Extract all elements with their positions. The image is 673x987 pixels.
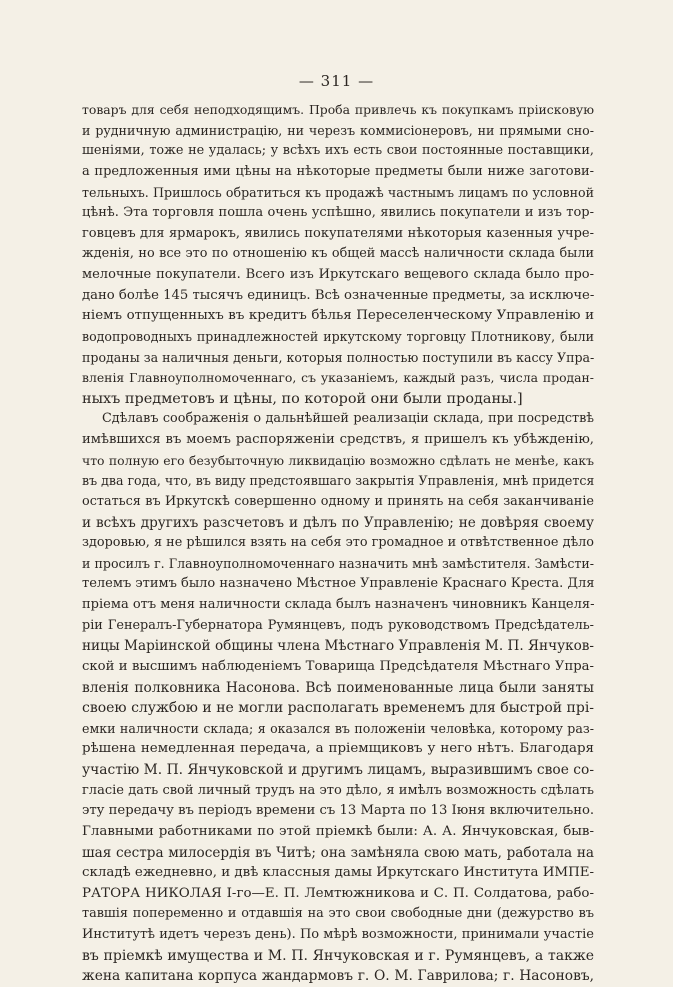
text-line: прiема отъ меня наличности склада былъ назначенъ чиновникъ Канцеля- [82,597,594,612]
text-line: мелочные покупатели. Всего изъ Иркутскаго вещевого склада было про- [82,267,594,282]
text-line: водопроводныхъ принадлежностей иркутскому торговцу Плотникову, были [82,328,594,344]
text-line: гласiе дать свой личный трудъ на это дѣло, я имѣлъ возможность сдѣлать [82,782,594,798]
text-line: дано болѣе 145 тысячъ единицъ. Всѣ означенные предметы, за исключе- [82,287,594,303]
text-line: участiю М. П. Янчуковской и другимъ лицамъ, выразившимъ свое со- [82,762,594,778]
text-line: шенiями, тоже не удалась; у всѣхъ ихъ есть свои постоянные поставщики, [82,143,594,159]
text-line: ской и высшимъ наблюденiемъ Товарища Предсѣдателя Мѣстнаго Упра- [82,658,594,674]
text-line: Сдѣлавъ соображенiя о дальнѣйшей реализацiи склада, при посредствѣ [102,411,594,427]
text-line: Главными работниками по этой прiемкѣ были: А. А. Янчуковская, быв- [82,823,594,839]
text-line: въ прiемкѣ имущества и М. П. Янчуковская и г. Румянцевъ, а также [82,947,594,964]
text-line: и просилъ г. Главноуполномоченнаго назначить мнѣ замѣстителя. Замѣсти- [82,555,594,571]
text-line: жена капитана корпуса жандармовъ г. О. М. Гаврилова; г. Насоновъ, [82,968,594,985]
text-line: и всѣхъ другихъ разсчетовъ и дѣлъ по Управленiю; не довѣряя своему [82,514,594,531]
text-line: говцевъ для ярмарокъ, явились покупателями нѣкоторыя казенныя учре- [82,225,594,241]
text-line: что полную его безубыточную ликвидацiю возможно сдѣлать не менѣе, какъ [82,452,594,468]
text-line: здоровью, я не рѣшился взять на себя это громадное и отвѣтственное дѣло [82,535,594,551]
text-line: телемъ этимъ было назначено Мѣстное Управленiе Краснаго Креста. Для [82,576,594,592]
page-number: — 311 — [298,72,375,90]
text-line: РАТОРА НИКОЛАЯ I-го—Е. П. Лемтюжникова и С. П. Солдатова, рабо- [82,885,594,901]
text-line: емки наличности склада; я оказался въ положенiи человѣка, которому раз- [82,720,594,736]
text-line: Институтѣ идетъ черезъ день). По мѣрѣ возможности, принимали участiе [82,927,594,942]
text-line: остаться въ Иркутскѣ совершенно одному и принять на себя заканчиванiе [82,493,594,509]
text-line: жденiя, но все это по отношенiю къ общей массѣ наличности склада были [82,246,594,262]
text-line: складѣ ежедневно, и двѣ классныя дамы Иркутскаго Института ИМПЕ- [82,865,594,881]
text-line: товаръ для себя неподходящимъ. Проба привлечь къ покупкамъ прiисковую [82,102,594,117]
paragraph [82,409,594,987]
text-line: нiемъ отпущенныхъ въ кредитъ бѣлья Переселенческому Управленiю и [82,308,594,324]
text-line: проданы за наличныя деньги, которыя полностью поступили въ кассу Упра- [82,349,594,365]
text-line: вленiя полковника Насонова. Всѣ поименованные лица были заняты [82,679,594,696]
text-line: рѣшена немедленная передача, а прiемщиковъ у него нѣтъ. Благодаря [82,741,594,757]
text-line: тавшiя попеременно и отдавшiя на это свои свободные дни (дежурство въ [82,906,594,922]
text-line: а предложенныя ими цѣны на нѣкоторые предметы были ниже заготови- [82,163,594,179]
text-line: шая сестра милосердiя въ Читѣ; она замѣняла свою мать, работала на [82,844,594,861]
text-line: тельныхъ. Пришлось обратиться къ продажѣ частнымъ лицамъ по условной [82,184,594,200]
text-line: въ два года, что, въ виду предстоявшаго закрытiя Управленiя, мнѣ придется [82,473,594,489]
text-line: эту передачу въ перiодъ времени съ 13 Марта по 13 Iюня включительно. [82,803,594,819]
text-line: ницы Марiинской общины члена Мѣстнаго Управленiя М. П. Янчуков- [82,638,594,655]
text-line: своею службою и не могли располагать временемъ для быстрой прi- [82,700,594,717]
paragraph [82,100,594,409]
text-line: и рудничную администрацiю, ни черезъ коммисiонеровъ, ни прямыми сно- [82,122,594,138]
text-line: вленiя Главноуполномоченнаго, съ указанiемъ, каждый разъ, числа продан- [82,370,594,386]
text-line: имѣвшихся въ моемъ распоряженiи средствъ, я пришелъ къ убѣжденiю, [82,432,594,447]
body-text [82,100,594,987]
text-line: цѣнѣ. Эта торговля пошла очень успѣшно, явились покупатели и изъ тор- [82,205,594,221]
text-line: ныхъ предметовъ и цѣны, по которой они были проданы.] [82,390,523,407]
text-line: рiи Генералъ-Губернатора Румянцевъ, подъ руководствомъ Предсѣдатель- [82,617,594,633]
